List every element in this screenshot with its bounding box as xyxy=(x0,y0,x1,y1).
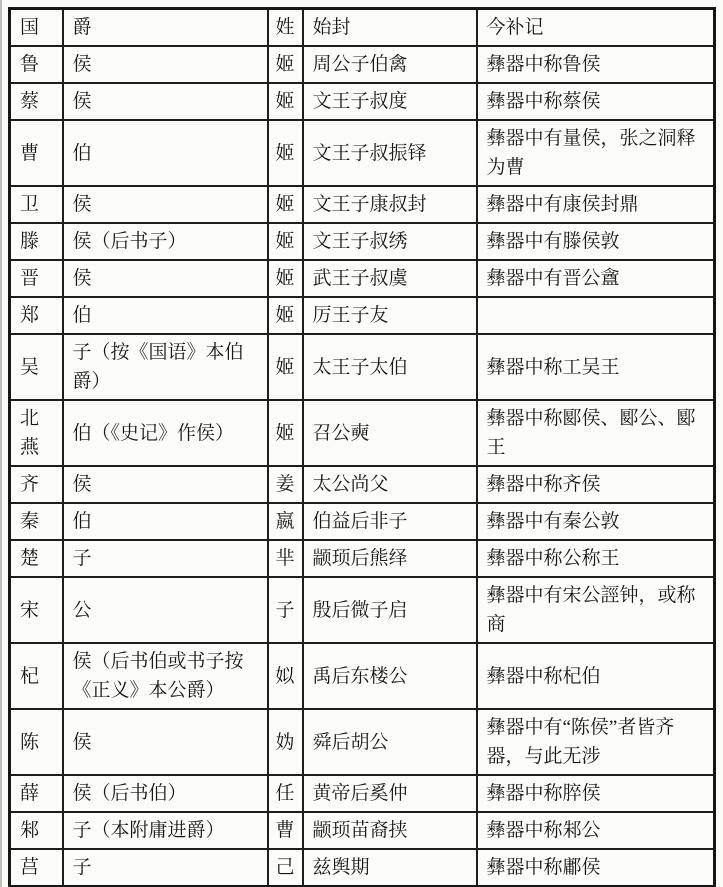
cell-surname: 姜 xyxy=(268,466,303,503)
cell-state: 吴 xyxy=(10,334,63,400)
cell-surname: 姬 xyxy=(268,334,303,400)
cell-first-enfeoffed: 武王子叔虞 xyxy=(303,260,477,297)
table-row xyxy=(10,260,715,297)
cell-rank: 侯（后书伯或书子按《正义》本公爵） xyxy=(63,643,268,709)
cell-surname: 芈 xyxy=(268,540,303,577)
cell-state: 莒 xyxy=(10,849,63,887)
cell-surname: 嬴 xyxy=(268,503,303,540)
table-row xyxy=(10,120,715,186)
cell-notes: 彝器中称工吴王 xyxy=(477,334,715,400)
cell-state: 楚 xyxy=(10,540,63,577)
cell-first-enfeoffed: 舜后胡公 xyxy=(303,709,477,775)
cell-notes: 彝器中称鲁侯 xyxy=(477,46,715,83)
cell-state: 宋 xyxy=(10,577,63,643)
cell-first-enfeoffed: 禹后东楼公 xyxy=(303,643,477,709)
cell-first-enfeoffed: 周公子伯禽 xyxy=(303,46,477,83)
table-header-row xyxy=(10,9,715,47)
col-header-notes: 今补记 xyxy=(477,9,715,47)
table-row xyxy=(10,775,715,812)
col-header-surname: 姓 xyxy=(268,9,303,47)
cell-surname: 姬 xyxy=(268,223,303,260)
cell-rank: 伯 xyxy=(63,120,268,186)
cell-rank: 侯 xyxy=(63,186,268,223)
cell-surname: 姬 xyxy=(268,83,303,120)
cell-surname: 姬 xyxy=(268,186,303,223)
col-header-rank: 爵 xyxy=(63,9,268,47)
feudal-states-table xyxy=(8,7,716,887)
cell-first-enfeoffed: 伯益后非子 xyxy=(303,503,477,540)
table-row xyxy=(10,466,715,503)
cell-surname: 子 xyxy=(268,577,303,643)
cell-surname: 己 xyxy=(268,849,303,887)
col-header-first-enfeoffed: 始封 xyxy=(303,9,477,47)
cell-notes: 彝器中有量侯，张之洞释为曹 xyxy=(477,120,715,186)
table-row xyxy=(10,540,715,577)
cell-state: 滕 xyxy=(10,223,63,260)
cell-rank: 子 xyxy=(63,849,268,887)
cell-rank: 侯（后书伯） xyxy=(63,775,268,812)
table-row xyxy=(10,709,715,775)
cell-rank: 侯 xyxy=(63,466,268,503)
cell-surname: 任 xyxy=(268,775,303,812)
cell-rank: 子 xyxy=(63,540,268,577)
table-row xyxy=(10,812,715,849)
cell-notes: 彝器中有宋公誙钟，或称商 xyxy=(477,577,715,643)
table-row xyxy=(10,400,715,466)
cell-rank: 侯 xyxy=(63,83,268,120)
cell-surname: 姬 xyxy=(268,260,303,297)
cell-surname: 妫 xyxy=(268,709,303,775)
cell-state: 薛 xyxy=(10,775,63,812)
col-header-state: 国 xyxy=(10,9,63,47)
cell-notes: 彝器中称鄘侯 xyxy=(477,849,715,887)
table-row xyxy=(10,297,715,334)
cell-notes xyxy=(477,297,715,334)
cell-state: 郑 xyxy=(10,297,63,334)
cell-first-enfeoffed: 太公尚父 xyxy=(303,466,477,503)
cell-state: 秦 xyxy=(10,503,63,540)
cell-first-enfeoffed: 厉王子友 xyxy=(303,297,477,334)
table-row xyxy=(10,643,715,709)
cell-surname: 姬 xyxy=(268,400,303,466)
cell-surname: 姬 xyxy=(268,297,303,334)
cell-rank: 侯 xyxy=(63,46,268,83)
cell-surname: 曹 xyxy=(268,812,303,849)
cell-notes: 彝器中称杞伯 xyxy=(477,643,715,709)
cell-rank: 公 xyxy=(63,577,268,643)
cell-first-enfeoffed: 文王子叔度 xyxy=(303,83,477,120)
cell-first-enfeoffed: 颛顼苗裔挟 xyxy=(303,812,477,849)
cell-rank: 伯 xyxy=(63,503,268,540)
cell-state: 鲁 xyxy=(10,46,63,83)
cell-first-enfeoffed: 兹舆期 xyxy=(303,849,477,887)
cell-rank: 伯（《史记》作侯） xyxy=(63,400,268,466)
table-row xyxy=(10,849,715,887)
cell-surname: 姬 xyxy=(268,46,303,83)
cell-state: 齐 xyxy=(10,466,63,503)
cell-state: 北燕 xyxy=(10,400,63,466)
cell-rank: 侯（后书子） xyxy=(63,223,268,260)
table-row xyxy=(10,334,715,400)
cell-rank: 子（按《国语》本伯爵） xyxy=(63,334,268,400)
cell-state: 陈 xyxy=(10,709,63,775)
cell-state: 蔡 xyxy=(10,83,63,120)
cell-first-enfeoffed: 黄帝后奚仲 xyxy=(303,775,477,812)
table-row xyxy=(10,503,715,540)
cell-first-enfeoffed: 殷后微子启 xyxy=(303,577,477,643)
cell-notes: 彝器中有秦公敦 xyxy=(477,503,715,540)
cell-notes: 彝器中称蔡侯 xyxy=(477,83,715,120)
cell-surname: 姒 xyxy=(268,643,303,709)
cell-first-enfeoffed: 召公奭 xyxy=(303,400,477,466)
cell-notes: 彝器中有滕侯敦 xyxy=(477,223,715,260)
cell-rank: 侯 xyxy=(63,260,268,297)
table-row xyxy=(10,223,715,260)
cell-notes: 彝器中有康侯封鼎 xyxy=(477,186,715,223)
cell-rank: 侯 xyxy=(63,709,268,775)
table-row xyxy=(10,83,715,120)
cell-first-enfeoffed: 文王子叔振铎 xyxy=(303,120,477,186)
cell-notes: 彝器中有“陈侯”者皆齐器，与此无涉 xyxy=(477,709,715,775)
cell-first-enfeoffed: 颛顼后熊绎 xyxy=(303,540,477,577)
cell-state: 卫 xyxy=(10,186,63,223)
cell-notes: 彝器中称郾侯、郾公、郾王 xyxy=(477,400,715,466)
cell-rank: 伯 xyxy=(63,297,268,334)
cell-state: 曹 xyxy=(10,120,63,186)
cell-notes: 彝器中称齐侯 xyxy=(477,466,715,503)
table-row xyxy=(10,46,715,83)
cell-state: 杞 xyxy=(10,643,63,709)
table-row xyxy=(10,186,715,223)
cell-notes: 彝器中有晋公盦 xyxy=(477,260,715,297)
cell-rank: 子（本附庸进爵） xyxy=(63,812,268,849)
cell-surname: 姬 xyxy=(268,120,303,186)
cell-state: 晋 xyxy=(10,260,63,297)
cell-notes: 彝器中称脺侯 xyxy=(477,775,715,812)
scan-edge-artifact xyxy=(0,0,2,887)
cell-first-enfeoffed: 文王子叔绣 xyxy=(303,223,477,260)
cell-notes: 彝器中称邾公 xyxy=(477,812,715,849)
table-row xyxy=(10,577,715,643)
cell-first-enfeoffed: 文王子康叔封 xyxy=(303,186,477,223)
cell-first-enfeoffed: 太王子太伯 xyxy=(303,334,477,400)
cell-notes: 彝器中称公称王 xyxy=(477,540,715,577)
cell-state: 邾 xyxy=(10,812,63,849)
